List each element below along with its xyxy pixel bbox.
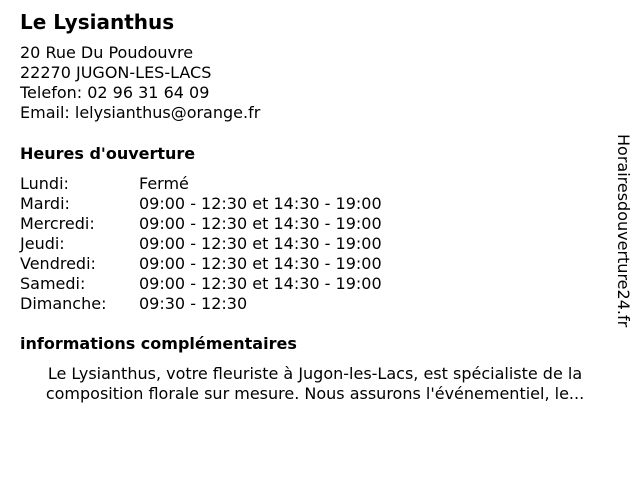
email-address: Email: lelysianthus@orange.fr: [20, 103, 261, 122]
address-city: 22270 JUGON-LES-LACS: [20, 63, 212, 82]
info-description: [20, 364, 610, 404]
hours-time: 09:00 - 12:30 et 14:30 - 19:00: [139, 254, 382, 273]
hours-heading: Heures d'ouverture: [20, 144, 196, 163]
hours-day: Mercredi:: [20, 214, 95, 233]
address-street: 20 Rue Du Poudouvre: [20, 43, 194, 62]
business-name: Le Lysianthus: [20, 10, 175, 34]
hours-time: 09:00 - 12:30 et 14:30 - 19:00: [139, 274, 382, 293]
info-line: composition florale sur mesure. Nous assurons l'événementiel, le...: [45, 384, 585, 403]
hours-time: 09:00 - 12:30 et 14:30 - 19:00: [139, 234, 382, 253]
hours-row-jeudi: [20, 234, 382, 254]
info-heading: informations complémentaires: [20, 334, 297, 353]
hours-row-mercredi: [20, 214, 382, 234]
site-watermark: Horairesdouverture24.fr: [614, 134, 633, 328]
hours-day: Samedi:: [20, 274, 86, 293]
hours-row-dimanche: [20, 294, 382, 314]
hours-time: 09:00 - 12:30 et 14:30 - 19:00: [139, 214, 382, 233]
hours-day: Dimanche:: [20, 294, 107, 313]
hours-day: Jeudi:: [20, 234, 65, 253]
hours-day: Lundi:: [20, 174, 69, 193]
hours-day: Vendredi:: [20, 254, 96, 273]
opening-hours-table: [20, 174, 382, 314]
hours-day: Mardi:: [20, 194, 70, 213]
phone-number: Telefon: 02 96 31 64 09: [20, 83, 210, 102]
hours-row-lundi: [20, 174, 382, 194]
hours-row-mardi: [20, 194, 382, 214]
hours-row-samedi: [20, 274, 382, 294]
hours-time: 09:30 - 12:30: [139, 294, 248, 313]
info-line: Le Lysianthus, votre fleuriste à Jugon-les-Lacs, est spécialiste de la: [47, 364, 583, 383]
hours-time: Fermé: [139, 174, 189, 193]
hours-time: 09:00 - 12:30 et 14:30 - 19:00: [139, 194, 382, 213]
hours-row-vendredi: [20, 254, 382, 274]
contact-block: [20, 43, 260, 123]
